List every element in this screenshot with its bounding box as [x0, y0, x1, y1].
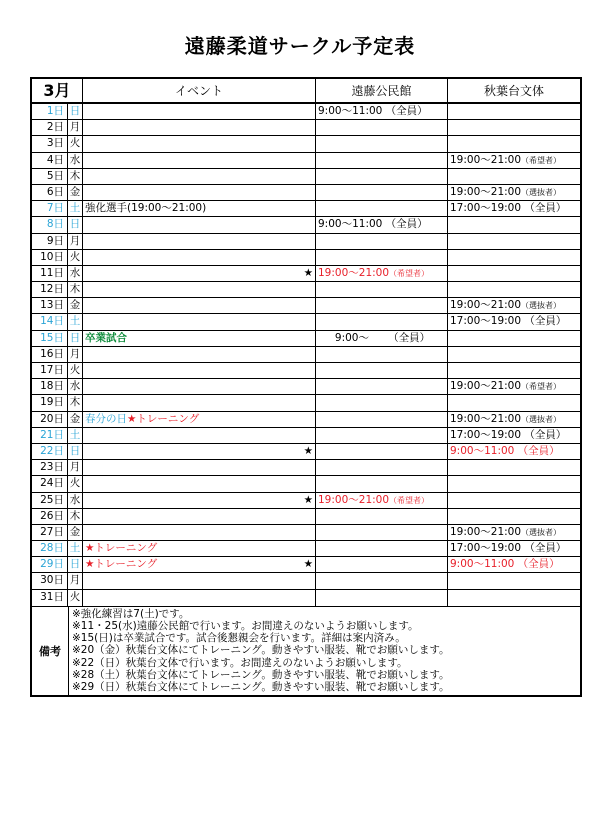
day-cell: 17日	[32, 363, 68, 378]
day-cell: 22日	[32, 444, 68, 459]
schedule-table	[30, 77, 582, 697]
akiba-cell	[448, 347, 580, 362]
akiba-cell	[448, 493, 580, 508]
akiba-cell	[448, 185, 580, 200]
table-row	[32, 234, 580, 250]
weekday-cell: 土	[68, 428, 83, 443]
kominkan-cell	[316, 266, 448, 281]
day-cell: 19日	[32, 395, 68, 410]
kominkan-cell	[316, 428, 448, 443]
akiba-time: 17:00～19:00 （全員）	[450, 202, 567, 215]
weekday-cell: 日	[68, 444, 83, 459]
event-cell	[83, 460, 316, 475]
kominkan-cell	[316, 153, 448, 168]
akiba-time: 19:00～21:00	[450, 185, 522, 198]
akiba-cell	[448, 153, 580, 168]
event-cell	[83, 573, 316, 588]
day-cell: 27日	[32, 525, 68, 540]
kominkan-cell	[316, 476, 448, 491]
day-cell: 16日	[32, 347, 68, 362]
event-cell	[83, 347, 316, 362]
note-line: ※11・25(水)遠藤公民館で行います。お間違えのないようお願いします。	[72, 620, 419, 633]
kominkan-cell	[316, 104, 448, 119]
table-row	[32, 573, 580, 589]
day-cell: 18日	[32, 379, 68, 394]
akiba-time: 17:00～19:00 （全員）	[450, 315, 567, 328]
table-row	[32, 428, 580, 444]
day-cell: 23日	[32, 460, 68, 475]
kominkan-cell	[316, 557, 448, 572]
table-row	[32, 379, 580, 395]
akiba-cell	[448, 509, 580, 524]
table-row	[32, 153, 580, 169]
table-row	[32, 169, 580, 185]
day-cell: 25日	[32, 493, 68, 508]
akiba-time: 19:00～21:00	[450, 380, 522, 393]
kominkan-time: 9:00～11:00 （全員）	[318, 105, 428, 117]
event-cell	[83, 104, 316, 119]
akiba-cell	[448, 169, 580, 184]
star-icon: ★	[303, 493, 313, 506]
kominkan-note: （希望者）	[389, 495, 430, 505]
kominkan-cell	[316, 590, 448, 606]
event-cell	[83, 412, 316, 427]
akiba-note: （選抜者）	[521, 187, 562, 197]
event-text: 強化選手(19:00～21:00)	[85, 202, 207, 215]
akiba-note: （希望者）	[521, 382, 562, 392]
event-cell	[83, 282, 316, 297]
day-cell: 21日	[32, 428, 68, 443]
kominkan-cell	[316, 573, 448, 588]
note-line: ※28（土）秋葉台文体にてトレーニング。動きやすい服装、靴でお願いします。	[72, 668, 450, 681]
weekday-cell: 金	[68, 412, 83, 427]
day-cell: 30日	[32, 573, 68, 588]
weekday-cell: 木	[68, 282, 83, 297]
kominkan-cell	[316, 185, 448, 200]
day-cell: 31日	[32, 590, 68, 606]
table-row	[32, 136, 580, 152]
akiba-cell	[448, 428, 580, 443]
event-text: 春分の日	[85, 412, 127, 425]
day-cell: 9日	[32, 234, 68, 249]
kominkan-cell	[316, 444, 448, 459]
event-cell	[83, 266, 316, 281]
table-row	[32, 363, 580, 379]
event-cell	[83, 234, 316, 249]
month-label: 3月	[32, 79, 83, 102]
table-row	[32, 395, 580, 411]
event-cell	[83, 379, 316, 394]
akiba-cell	[448, 557, 580, 572]
weekday-cell: 日	[68, 557, 83, 572]
weekday-cell: 火	[68, 590, 83, 606]
akiba-cell	[448, 266, 580, 281]
akiba-cell	[448, 136, 580, 151]
event-cell	[83, 217, 316, 232]
kominkan-cell	[316, 217, 448, 232]
event-cell	[83, 169, 316, 184]
weekday-cell: 金	[68, 525, 83, 540]
weekday-cell: 火	[68, 476, 83, 491]
day-cell: 8日	[32, 217, 68, 232]
akiba-time: 17:00～19:00 （全員）	[450, 428, 567, 441]
kominkan-cell	[316, 169, 448, 184]
table-row	[32, 541, 580, 557]
table-row	[32, 509, 580, 525]
event-cell	[83, 395, 316, 410]
akiba-time: 19:00～21:00	[450, 299, 522, 312]
table-row	[32, 590, 580, 606]
table-row	[32, 217, 580, 233]
day-cell: 13日	[32, 298, 68, 313]
akiba-cell	[448, 314, 580, 329]
event-cell	[83, 476, 316, 491]
event-cell	[83, 590, 316, 606]
page-title: 遠藤柔道サークル予定表	[184, 34, 416, 58]
akiba-cell	[448, 201, 580, 216]
table-row	[32, 331, 580, 347]
event-cell	[83, 363, 316, 378]
weekday-cell: 月	[68, 120, 83, 135]
table-row	[32, 347, 580, 363]
weekday-cell: 金	[68, 298, 83, 313]
kominkan-cell	[316, 120, 448, 135]
kominkan-time: 9:00～11:00 （全員）	[318, 218, 428, 231]
day-cell: 28日	[32, 541, 68, 556]
event-cell	[83, 525, 316, 540]
akiba-cell	[448, 363, 580, 378]
weekday-cell: 土	[68, 201, 83, 216]
akiba-cell	[448, 460, 580, 475]
table-row	[32, 185, 580, 201]
table-header	[32, 79, 580, 104]
akiba-cell	[448, 590, 580, 606]
day-cell: 7日	[32, 201, 68, 216]
weekday-cell: 火	[68, 250, 83, 265]
event-cell	[83, 136, 316, 151]
note-line: ※15(日)は卒業試合です。試合後懇親会を行います。詳細は案内済み。	[72, 632, 406, 645]
kominkan-note: （希望者）	[389, 268, 430, 278]
table-row	[32, 460, 580, 476]
kominkan-cell	[316, 525, 448, 540]
day-cell: 6日	[32, 185, 68, 200]
akiba-time: 9:00～11:00 （全員）	[450, 444, 560, 457]
day-cell: 5日	[32, 169, 68, 184]
training-event-text: ★トレーニング	[85, 542, 158, 555]
day-cell: 29日	[32, 557, 68, 572]
kominkan-cell	[316, 493, 448, 508]
weekday-cell: 木	[68, 169, 83, 184]
akiba-time: 9:00～11:00 （全員）	[450, 558, 560, 571]
kominkan-time: 19:00～21:00	[318, 493, 390, 506]
note-line: ※22（日）秋葉台文体で行います。お間違えのないようお願いします。	[72, 656, 408, 669]
day-cell: 2日	[32, 120, 68, 135]
event-cell	[83, 120, 316, 135]
akiba-cell	[448, 412, 580, 427]
event-cell	[83, 541, 316, 556]
kominkan-cell	[316, 509, 448, 524]
akiba-cell	[448, 234, 580, 249]
weekday-cell: 月	[68, 347, 83, 362]
akiba-cell	[448, 217, 580, 232]
weekday-cell: 金	[68, 185, 83, 200]
table-row	[32, 298, 580, 314]
star-icon: ★	[303, 558, 313, 571]
day-cell: 11日	[32, 266, 68, 281]
akiba-note: （選抜者）	[521, 414, 562, 424]
table-row	[32, 557, 580, 573]
kominkan-cell	[316, 314, 448, 329]
note-line: ※20（金）秋葉台文体にてトレーニング。動きやすい服装、靴でお願いします。	[72, 644, 450, 657]
table-row	[32, 412, 580, 428]
event-cell	[83, 153, 316, 168]
note-line: ※強化練習は7(土)です。	[72, 607, 190, 620]
kominkan-cell	[316, 460, 448, 475]
akiba-time: 19:00～21:00	[450, 525, 522, 538]
table-row	[32, 282, 580, 298]
akiba-note: （選抜者）	[521, 527, 562, 537]
weekday-cell: 月	[68, 573, 83, 588]
akiba-cell	[448, 104, 580, 119]
weekday-cell: 日	[68, 331, 83, 346]
event-cell	[83, 557, 316, 572]
table-row	[32, 525, 580, 541]
akiba-cell	[448, 541, 580, 556]
kominkan-cell	[316, 282, 448, 297]
table-body	[32, 104, 580, 606]
star-icon: ★	[303, 266, 313, 279]
table-row	[32, 493, 580, 509]
training-event-text: ★トレーニング	[127, 412, 200, 425]
table-row	[32, 476, 580, 492]
table-row	[32, 104, 580, 120]
kominkan-cell	[316, 136, 448, 151]
akiba-time: 17:00～19:00 （全員）	[450, 542, 567, 555]
table-row	[32, 444, 580, 460]
day-cell: 1日	[32, 104, 68, 119]
akiba-cell	[448, 525, 580, 540]
kominkan-cell	[316, 347, 448, 362]
kominkan-cell	[316, 234, 448, 249]
akiba-note: （希望者）	[521, 155, 562, 165]
weekday-cell: 土	[68, 314, 83, 329]
event-cell	[83, 444, 316, 459]
kominkan-column-header: 遠藤公民館	[316, 79, 448, 102]
akiba-cell	[448, 282, 580, 297]
event-column-header: イベント	[83, 79, 316, 102]
kominkan-cell	[316, 395, 448, 410]
event-cell	[83, 250, 316, 265]
weekday-cell: 水	[68, 266, 83, 281]
weekday-cell: 火	[68, 136, 83, 151]
akiba-cell	[448, 250, 580, 265]
kominkan-cell	[316, 331, 448, 346]
table-row	[32, 266, 580, 282]
day-cell: 15日	[32, 331, 68, 346]
training-event-text: ★トレーニング	[85, 558, 158, 571]
akiba-column-header: 秋葉台文体	[483, 84, 544, 98]
day-cell: 24日	[32, 476, 68, 491]
akiba-cell	[448, 444, 580, 459]
akiba-cell	[448, 395, 580, 410]
kominkan-cell	[316, 412, 448, 427]
akiba-cell	[448, 379, 580, 394]
kominkan-time: 9:00～ （全員）	[334, 331, 431, 344]
star-icon: ★	[303, 444, 313, 457]
notes-label: 備考	[32, 607, 69, 695]
kominkan-cell	[316, 201, 448, 216]
akiba-cell	[448, 573, 580, 588]
weekday-cell: 木	[68, 395, 83, 410]
notes-body	[69, 607, 580, 695]
weekday-cell: 月	[68, 460, 83, 475]
akiba-note: （選抜者）	[521, 301, 562, 311]
akiba-cell	[448, 298, 580, 313]
weekday-cell: 日	[68, 217, 83, 232]
day-cell: 4日	[32, 153, 68, 168]
weekday-cell: 水	[68, 493, 83, 508]
kominkan-cell	[316, 363, 448, 378]
notes-section	[32, 606, 580, 695]
weekday-cell: 土	[68, 541, 83, 556]
weekday-cell: 木	[68, 509, 83, 524]
event-cell	[83, 428, 316, 443]
kominkan-cell	[316, 379, 448, 394]
akiba-cell	[448, 476, 580, 491]
weekday-cell: 日	[68, 104, 83, 119]
akiba-time: 19:00～21:00	[450, 412, 522, 425]
weekday-cell: 火	[68, 363, 83, 378]
event-cell	[83, 509, 316, 524]
event-cell	[83, 201, 316, 216]
akiba-cell	[448, 120, 580, 135]
day-cell: 26日	[32, 509, 68, 524]
weekday-cell: 月	[68, 234, 83, 249]
kominkan-cell	[316, 541, 448, 556]
weekday-cell: 水	[68, 379, 83, 394]
event-cell	[83, 298, 316, 313]
kominkan-cell	[316, 298, 448, 313]
day-cell: 10日	[32, 250, 68, 265]
event-cell	[83, 314, 316, 329]
event-text: 卒業試合	[85, 331, 127, 344]
day-cell: 12日	[32, 282, 68, 297]
kominkan-time: 19:00～21:00	[318, 266, 390, 279]
event-cell	[83, 493, 316, 508]
table-row	[32, 250, 580, 266]
table-row	[32, 120, 580, 136]
table-row	[32, 314, 580, 330]
day-cell: 3日	[32, 136, 68, 151]
event-cell	[83, 185, 316, 200]
akiba-time: 19:00～21:00	[450, 153, 522, 166]
table-row	[32, 201, 580, 217]
akiba-cell	[448, 331, 580, 346]
note-line: ※29（日）秋葉台文体にてトレーニング。動きやすい服装、靴でお願いします。	[72, 681, 450, 694]
kominkan-cell	[316, 250, 448, 265]
day-cell: 20日	[32, 412, 68, 427]
weekday-cell: 水	[68, 153, 83, 168]
event-cell	[83, 331, 316, 346]
day-cell: 14日	[32, 314, 68, 329]
